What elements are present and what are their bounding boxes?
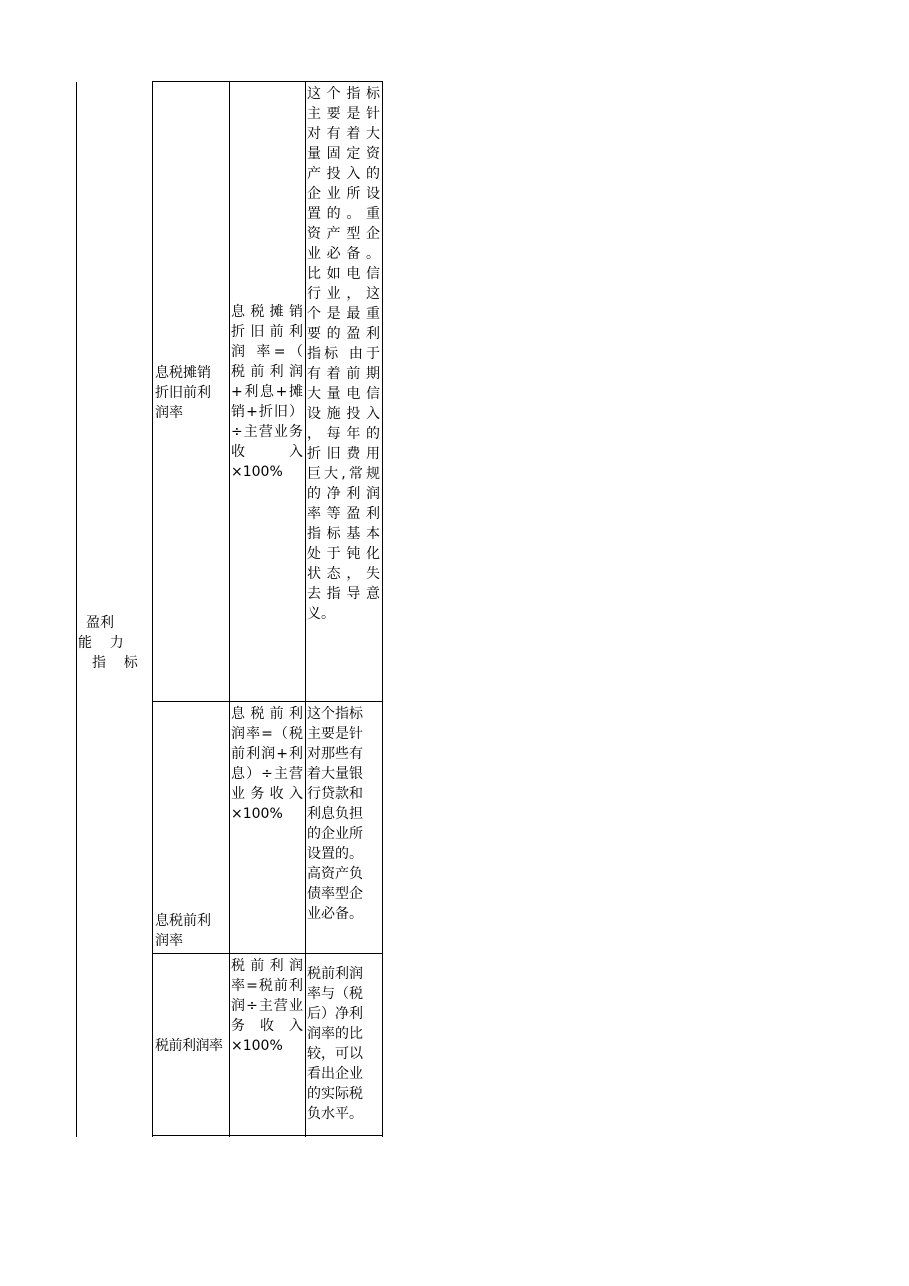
name-right-border-line bbox=[229, 82, 230, 1137]
category-line: 盈利 bbox=[86, 615, 114, 631]
note-line: 着大量银 bbox=[307, 766, 363, 782]
formula-line: 息税前利 bbox=[231, 706, 303, 722]
note-line: 债率型企 bbox=[307, 886, 363, 902]
row2-name-cell bbox=[155, 911, 227, 951]
note-line: 的实际税 bbox=[307, 1086, 363, 1102]
note-line: 后）净利 bbox=[307, 1006, 363, 1022]
note-line: 大量电信 bbox=[307, 386, 380, 402]
note-line: 置的。重 bbox=[307, 206, 380, 222]
formula-line: 税前利润 bbox=[231, 958, 303, 974]
note-line: 主要是针 bbox=[307, 726, 363, 742]
note-line: 指标基本 bbox=[307, 526, 380, 542]
note-line: 义。 bbox=[307, 606, 335, 622]
formula-line: 收 入 bbox=[231, 444, 303, 460]
formula-line: +利息+摊 bbox=[231, 384, 303, 400]
formula-line: 销+折旧） bbox=[231, 404, 303, 420]
note-line: 高资产负 bbox=[307, 866, 363, 882]
note-line: 设施投入 bbox=[307, 406, 380, 422]
row-name-line: 润率 bbox=[155, 933, 183, 949]
row2-formula-cell bbox=[231, 704, 303, 824]
row3-formula-cell bbox=[231, 956, 303, 1056]
note-line: 的企业所 bbox=[307, 826, 363, 842]
formula-line: 折旧前利 bbox=[231, 324, 303, 340]
formula-line: 税前利润 bbox=[231, 364, 303, 380]
formula-line: 务 收 入 bbox=[231, 1018, 303, 1034]
formula-right-border-line bbox=[305, 82, 306, 1137]
row1-bottom-border-line bbox=[152, 701, 383, 702]
note-line: 折旧费用 bbox=[307, 446, 380, 462]
formula-line: ×100% bbox=[231, 806, 283, 822]
row-name-line: 息税前利 bbox=[155, 913, 211, 929]
note-line: 利息负担 bbox=[307, 806, 363, 822]
note-line: ，每年的 bbox=[307, 426, 380, 442]
note-line: 业必备。 bbox=[307, 906, 363, 922]
note-line: 产投入的 bbox=[307, 166, 380, 182]
formula-line: 润 率=（ bbox=[231, 344, 303, 360]
note-line: 这个指标 bbox=[307, 706, 363, 722]
note-line: 巨大,常规 bbox=[307, 466, 380, 482]
note-line: 量固定资 bbox=[307, 146, 380, 162]
table-top-border-line bbox=[152, 81, 383, 82]
note-line: 较，可以 bbox=[307, 1046, 363, 1062]
note-line: 行业，这 bbox=[307, 286, 380, 302]
category-line: 能 力 bbox=[78, 635, 124, 651]
note-line: 去指导意 bbox=[307, 586, 380, 602]
formula-line: 业务收入 bbox=[231, 786, 303, 802]
note-line: 的净利润 bbox=[307, 486, 380, 502]
note-line: 设置的。 bbox=[307, 846, 363, 862]
note-line: 指标 由于 bbox=[307, 346, 380, 362]
note-line: 率与（税 bbox=[307, 986, 363, 1002]
note-line: 对有着大 bbox=[307, 126, 380, 142]
formula-line: 润÷主营业 bbox=[231, 998, 303, 1014]
note-line: 看出企业 bbox=[307, 1066, 363, 1082]
note-line: 对那些有 bbox=[307, 746, 363, 762]
note-line: 润率的比 bbox=[307, 1026, 363, 1042]
row1-note-cell bbox=[307, 84, 380, 624]
note-line: 这个指标 bbox=[307, 86, 380, 102]
row3-note-cell bbox=[307, 964, 380, 1124]
row-name-line: 税前利润率 bbox=[155, 1038, 223, 1054]
row-name-line: 润率 bbox=[155, 405, 183, 421]
note-line: 有着前期 bbox=[307, 366, 380, 382]
formula-line: 息税摊销 bbox=[231, 304, 303, 320]
note-line: 业必备。 bbox=[307, 246, 380, 262]
note-line: 个是最重 bbox=[307, 306, 380, 322]
row-name-line: 息税摊销 bbox=[155, 365, 211, 381]
table-bottom-border-line bbox=[152, 1135, 383, 1136]
category-cell bbox=[78, 613, 150, 673]
row3-name-cell bbox=[155, 1036, 229, 1056]
formula-line: ÷主营业务 bbox=[231, 424, 303, 440]
note-line: 负水平。 bbox=[307, 1106, 363, 1122]
category-right-border-line bbox=[152, 82, 153, 1137]
formula-line: 前利润+利 bbox=[231, 746, 303, 762]
note-line: 行贷款和 bbox=[307, 786, 363, 802]
note-line: 企业所设 bbox=[307, 186, 380, 202]
row1-name-cell bbox=[155, 363, 227, 423]
row2-bottom-border-line bbox=[152, 953, 383, 954]
row2-note-cell bbox=[307, 704, 380, 924]
row-name-line: 折旧前利 bbox=[155, 385, 211, 401]
formula-line: 息）÷主营 bbox=[231, 766, 303, 782]
note-line: 要的盈利 bbox=[307, 326, 380, 342]
note-line: 税前利润 bbox=[307, 966, 363, 982]
formula-line: 率=税前利 bbox=[231, 978, 303, 994]
formula-line: 润率=（税 bbox=[231, 726, 303, 742]
formula-line: ×100% bbox=[231, 464, 283, 480]
category-line: 指 标 bbox=[92, 655, 138, 671]
left-border-line bbox=[76, 82, 77, 1137]
row1-formula-cell bbox=[231, 302, 303, 482]
note-line: 资产型企 bbox=[307, 226, 380, 242]
note-line: 状态，失 bbox=[307, 566, 380, 582]
note-line: 主要是针 bbox=[307, 106, 380, 122]
note-right-border-line bbox=[382, 82, 383, 1137]
note-line: 处于钝化 bbox=[307, 546, 380, 562]
note-line: 比如电信 bbox=[307, 266, 380, 282]
formula-line: ×100% bbox=[231, 1038, 283, 1054]
note-line: 率等盈利 bbox=[307, 506, 380, 522]
